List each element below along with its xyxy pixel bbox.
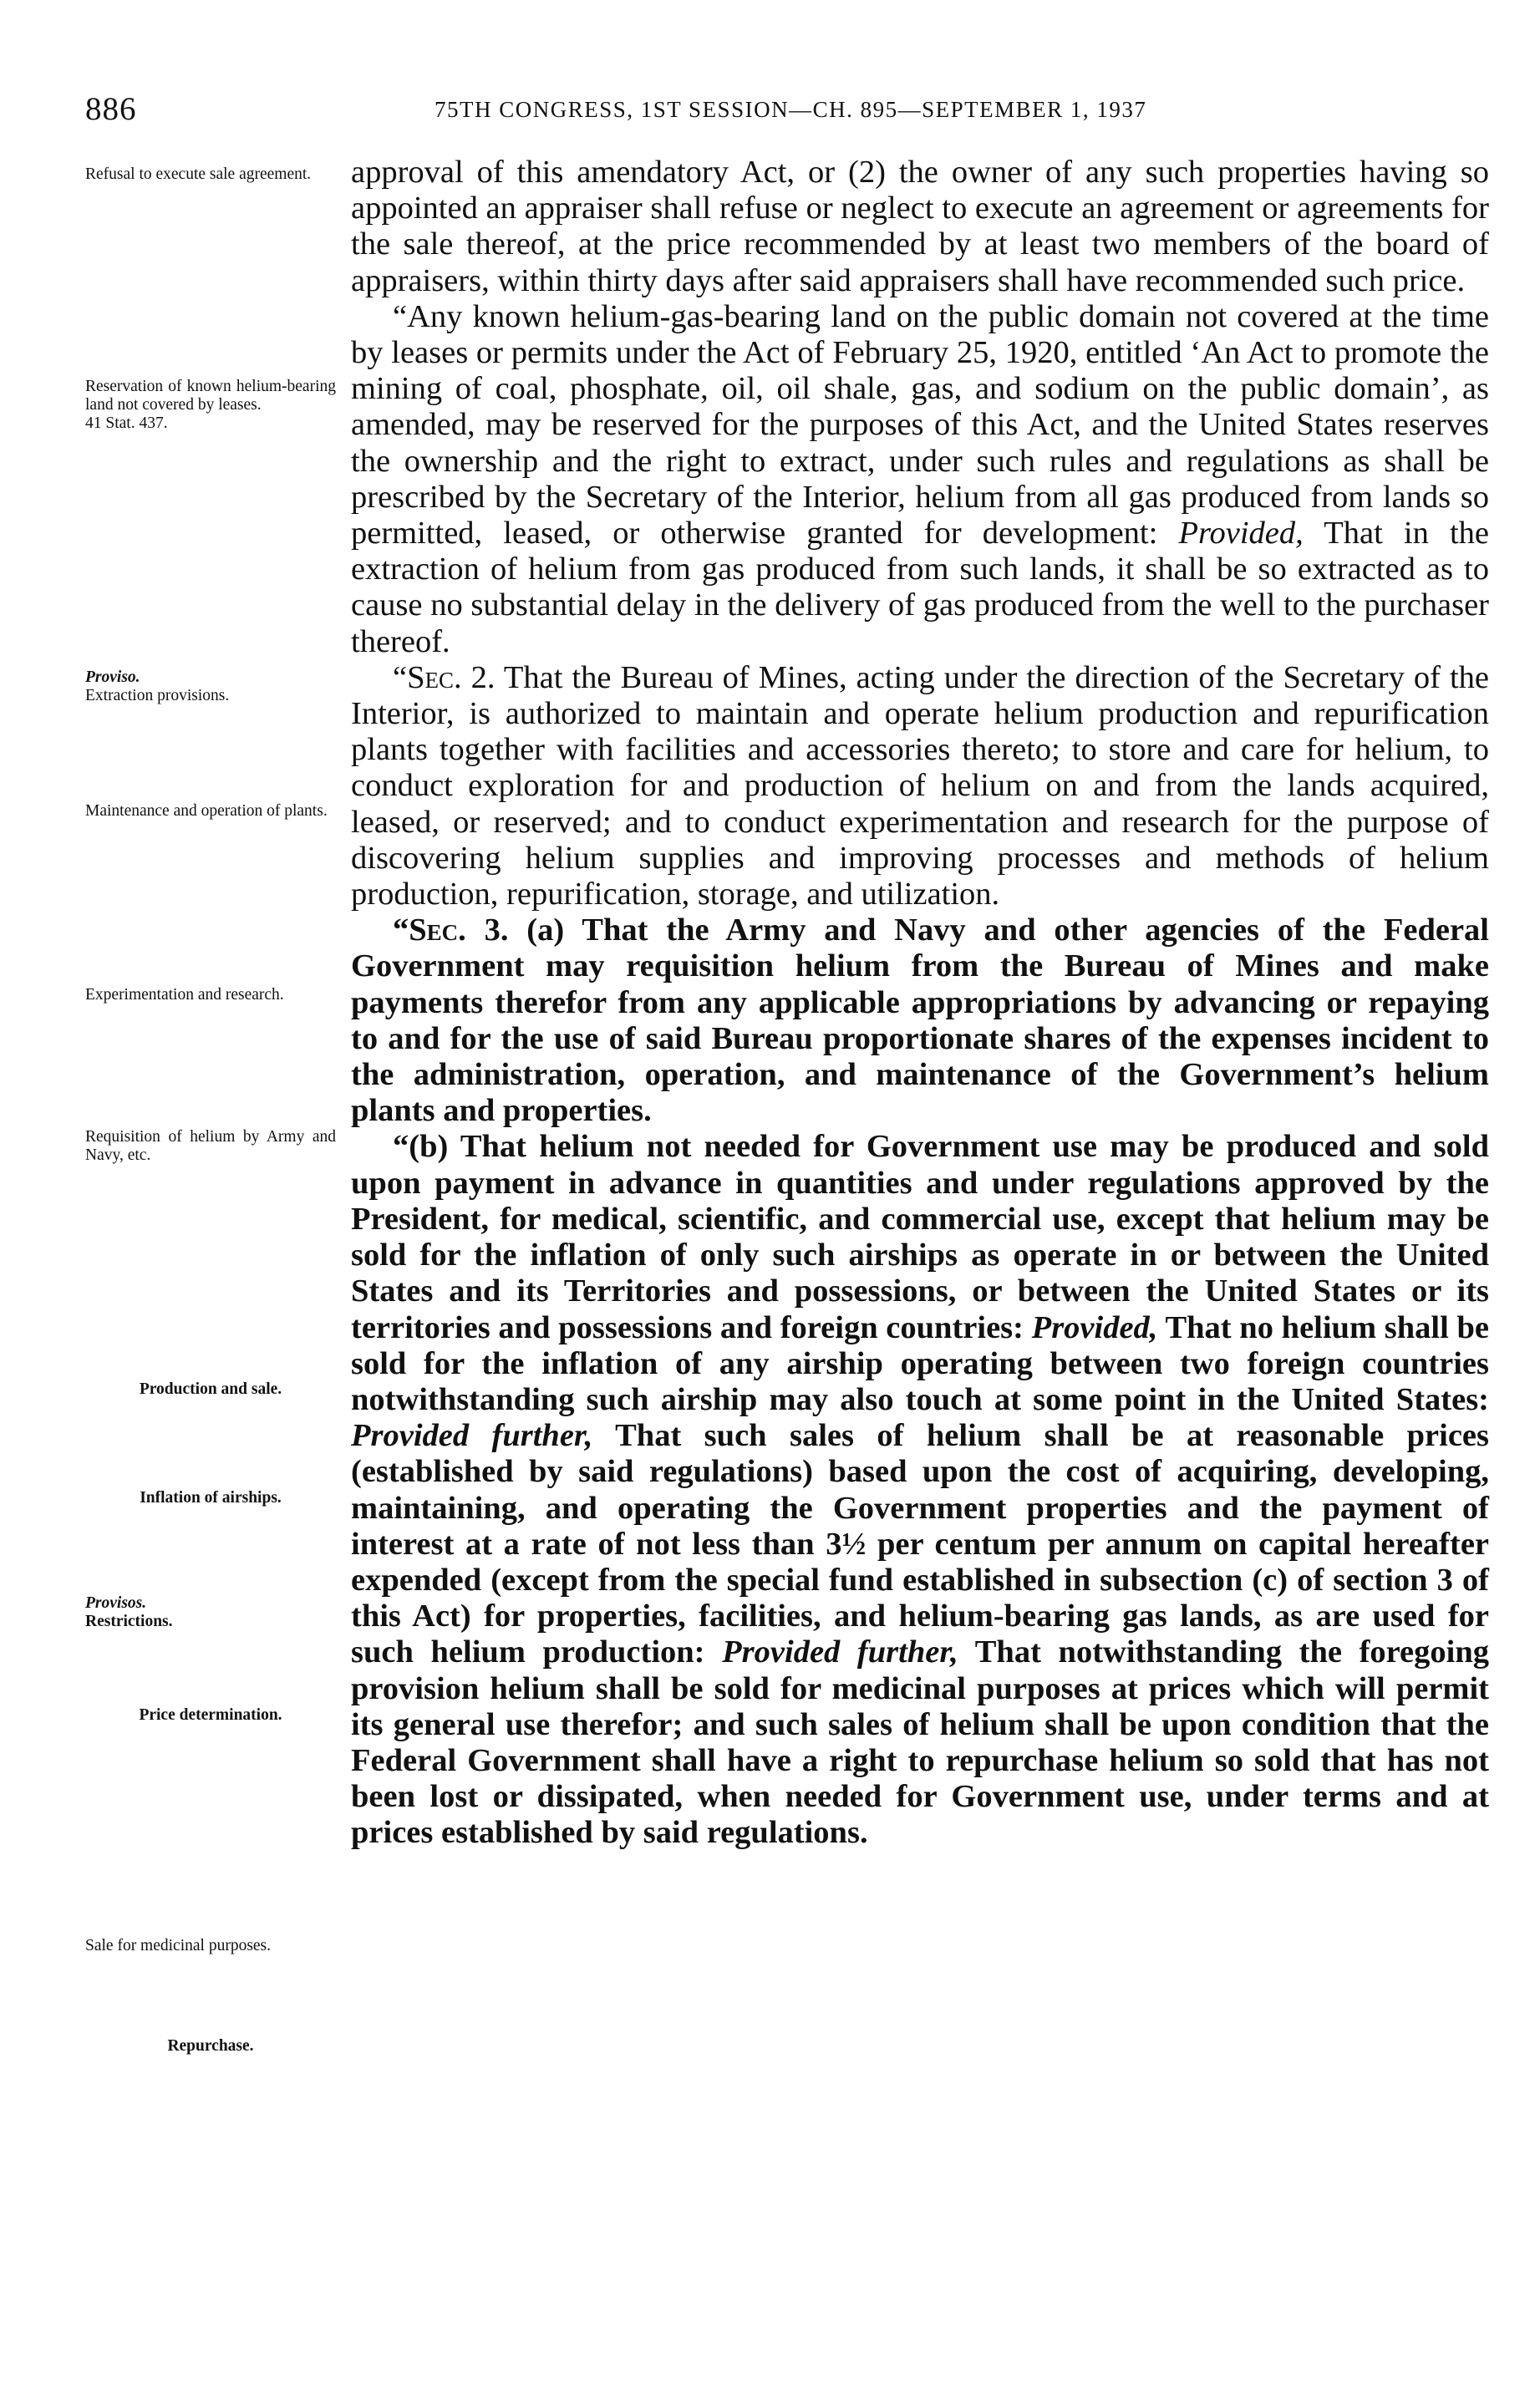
- paragraph-section-2: [351, 660, 1489, 912]
- margin-note-repurchase: Repurchase.: [167, 2037, 254, 2055]
- section-3b-text-4: That notwithstanding the foregoing provision helium shall be sold for medicinal purposes at prices which will permit its general use therefor; and such sales of helium shall be upon condition that the Federal Government shall have a right to repurchase helium so sold that has not been lost or dissipated, when needed for Government use, under terms and at prices established by said regulations.: [351, 1634, 1489, 1851]
- section-3b-text-1: “(b) That helium not needed for Government use may be produced and sold upon payment in advance in quantities and under regulations approved by the President, for medical, scientific, and commercial use, except that helium may be sold for the inflation of only such airships as operate in or between the United States and its Territories and possessions, or between the United States or its territories and possessions and foreign countries:: [351, 1129, 1489, 1345]
- proviso-marker-3: Provided further,: [722, 1634, 958, 1670]
- margin-note-stat-citation: 41 Stat. 437.: [85, 414, 168, 432]
- reservation-text: “Any known helium-gas-bearing land on the public domain not covered at the time by leases or permits under the Act of February 25, 1920, entitled ‘An Act to promote the mining of coal, phosphate, oil, oil shale, gas, and sodium on the public domain’, as amended, may be reserved for the purposes of this Act, and the United States reserves the ownership and the right to extract, under such rules and regulations as shall be prescribed by the Secretary of the Interior, helium from all gas produced from lands so permitted, leased, or otherwise granted for development:: [351, 298, 1489, 551]
- section-3-quote: “: [393, 912, 409, 948]
- margin-note-reservation: [85, 378, 336, 433]
- margin-note-inflation: Inflation of airships.: [140, 1489, 282, 1507]
- margin-note-proviso-label: Proviso.: [85, 668, 140, 686]
- margin-note-medicinal: Sale for medicinal purposes.: [85, 1937, 272, 1954]
- section-3-heading: Sec. 3.: [409, 912, 509, 948]
- page-number: 886: [85, 91, 137, 127]
- margin-note-extraction: Extraction provisions.: [85, 687, 230, 704]
- margin-note-reservation-text: Reservation of known helium-bearing land not covered by leases.: [85, 378, 336, 414]
- statute-text: [351, 155, 1489, 1852]
- page-header: [85, 90, 1456, 140]
- margin-note-proviso: [85, 668, 336, 705]
- margin-note-production: Production and sale.: [139, 1380, 282, 1398]
- proviso-marker: Provided,: [1178, 516, 1304, 551]
- paragraph-refusal: approval of this amendatory Act, or (2) the owner of any such properties having so appointed an appraiser shall refuse or neglect to execute an agreement or agreements for the sale thereof, at the price recommended by at least two members of the board of appraisers, within thirty days after said appraisers shall have recommended such price.: [351, 155, 1489, 298]
- margin-note-price: Price determination.: [139, 1706, 282, 1724]
- running-head: 75TH CONGRESS, 1ST SESSION—CH. 895—SEPTEMBER 1, 1937: [435, 97, 1147, 122]
- section-2-heading: Sec. 2.: [407, 659, 496, 695]
- paragraph-section-3b: [351, 1129, 1489, 1851]
- margin-note-experimentation: Experimentation and research.: [85, 986, 284, 1004]
- margin-note-refusal: Refusal to execute sale agreement.: [85, 165, 312, 183]
- paragraph-section-3a: [351, 912, 1489, 1129]
- proviso-marker-1: Provided,: [1031, 1309, 1158, 1345]
- section-3a-text: (a) That the Army and Navy and other agencies of the Federal Government may requisition helium from the Bureau of Mines and make payments therefor from any applicable appropriations by advancing or repaying to and for the use of said Bureau proportionate shares of the expenses incident to the administration, operation, and maintenance of the Government’s helium plants and properties.: [351, 912, 1489, 1129]
- margin-note-requisition: Requisition of helium by Army and Navy, etc.: [85, 1128, 336, 1164]
- section-3b-text-3: That such sales of helium shall be at reasonable prices (established by said regulations) based upon the cost of acquiring, developing, maintaining, and operating the Government properties and the payment of interest at a rate of not less than 3½ per centum per annum on capital hereafter expended (except from the special fund established in subsection (c) of section 3 of this Act) for properties, facilities, and helium-bearing gas lands, as are used for such helium production:: [351, 1418, 1489, 1670]
- section-2-quote: “: [393, 659, 408, 695]
- margin-note-restrictions: Restrictions.: [85, 1613, 173, 1630]
- margin-note-maintenance: Maintenance and operation of plants.: [85, 802, 328, 820]
- paragraph-reservation: [351, 299, 1489, 660]
- extraction-text: That in the extraction of helium from gas produced from such lands, it shall be so extracted as to cause no substantial delay in the delivery of gas produced from the well to the purchaser thereof.: [351, 516, 1489, 659]
- proviso-marker-2: Provided further,: [351, 1418, 593, 1454]
- margin-note-provisos: [85, 1594, 336, 1631]
- section-3b-text-2: That no helium shall be sold for the inflation of any airship operating between two foreign countries notwithstanding such airship may also touch at some point in the United States:: [351, 1309, 1489, 1417]
- section-2-text: That the Bureau of Mines, acting under the direction of the Secretary of the Interior, is authorized to maintain and operate helium production and repurification plants together with facilities and accessories thereto; to store and care for helium, to conduct exploration for and production of helium on and from the lands acquired, leased, or reserved; and to conduct experimentation and research for the purpose of discovering helium supplies and improving processes and methods of helium production, repurification, storage, and utilization.: [351, 659, 1489, 912]
- margin-note-provisos-label: Provisos.: [85, 1594, 147, 1612]
